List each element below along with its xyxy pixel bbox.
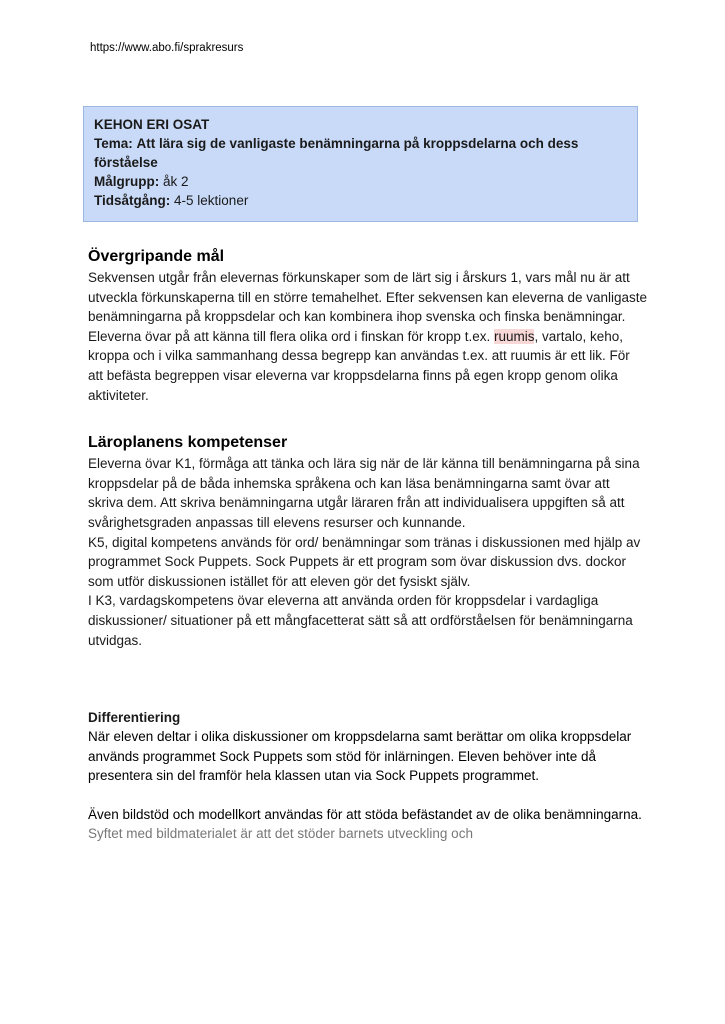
time-label: Tidsåtgång: [94,193,171,208]
differentiation-p2-dark: Även bildstöd och modellkort användas för att stöda befästandet av de olika benämningarna. [88,806,642,822]
differentiation-p2-gray: Syftet med bildmaterialet är att det stöder barnets utveckling och [88,826,473,842]
goals-p2-before: Eleverna övar på att känna till flera olika ord i finskan för kropp t.ex. [88,328,494,344]
goals-p2-after: , vartalo, keho, kroppa och i vilka sammanhang dessa begrepp kan användas t.ex. att ruumis är ett lik. För att befästa begreppen visar eleverna var kroppsdelarna finns på egen kropp genom olika aktiviteter. [88,328,630,403]
time-value: 4-5 lektioner [174,193,249,208]
highlighted-word: ruumis [493,328,535,344]
lesson-info-box [83,106,638,222]
target-label: Målgrupp: [94,174,160,189]
goals-paragraph-2 [88,327,648,405]
document-body [88,246,648,844]
competences-heading: Läroplanens kompetenser [88,434,288,452]
competences-paragraph-1: Eleverna övar K1, förmåga att tänka och lära sig när de lär känna till benämningarna på sina kroppsdelar på de båda inhemska språkena och kan läsa benämningarna samt övar att skriva dem. Att skriva benämningarna utgår läraren från att individualisera uppgiften så att svårighetsgraden anpassas till elevens resurser och kunnande. [88,456,640,530]
differentiation-paragraph-2 [88,805,648,844]
theme-text: Att lära sig de vanligaste benämningarna på kroppsdelarna och dess förståelse [94,136,579,170]
differentiation-paragraph-1: När eleven deltar i olika diskussioner om kroppsdelarna samt berättar om olika kroppsdelar används programmet Sock Puppets som stöd för inlärningen. Eleven behöver inte då presentera sin del framför hela klassen utan via Sock Puppets programmet. [88,729,632,784]
goals-paragraph-1: Sekvensen utgår från elevernas förkunskaper som de lärt sig i årskurs 1, vars mål nu är att utveckla förkunskaperna till en större temahelhet. Efter sekvensen kan eleverna de vanligaste benämningarna på kroppsdelar och kan kombinera ihop svenska och finska benämningar. [88,270,648,325]
competences-paragraph-3: I K3, vardagskompetens övar eleverna att använda orden för kroppsdelar i vardagliga diskussioner/ situationer på ett mångfacetterat sätt så att ordförståelsen för benämningarna utvidgas. [88,593,633,648]
theme-label: Tema: [94,136,133,151]
header-url: https://www.abo.fi/sprakresurs [90,42,244,54]
goals-heading: Övergripande mål [88,248,225,265]
differentiation-heading: Differentiering [88,710,181,726]
target-value: åk 2 [163,174,189,189]
competences-paragraph-2: K5, digital kompetens används för ord/ benämningar som tränas i diskussionen med hjälp av programmet Sock Puppets. Sock Puppets är ett program som övar diskussion dvs. dockor som utför diskussionen istället för att eleven gör det fysiskt själv. [88,534,641,589]
lesson-title: KEHON ERI OSAT [94,117,210,132]
